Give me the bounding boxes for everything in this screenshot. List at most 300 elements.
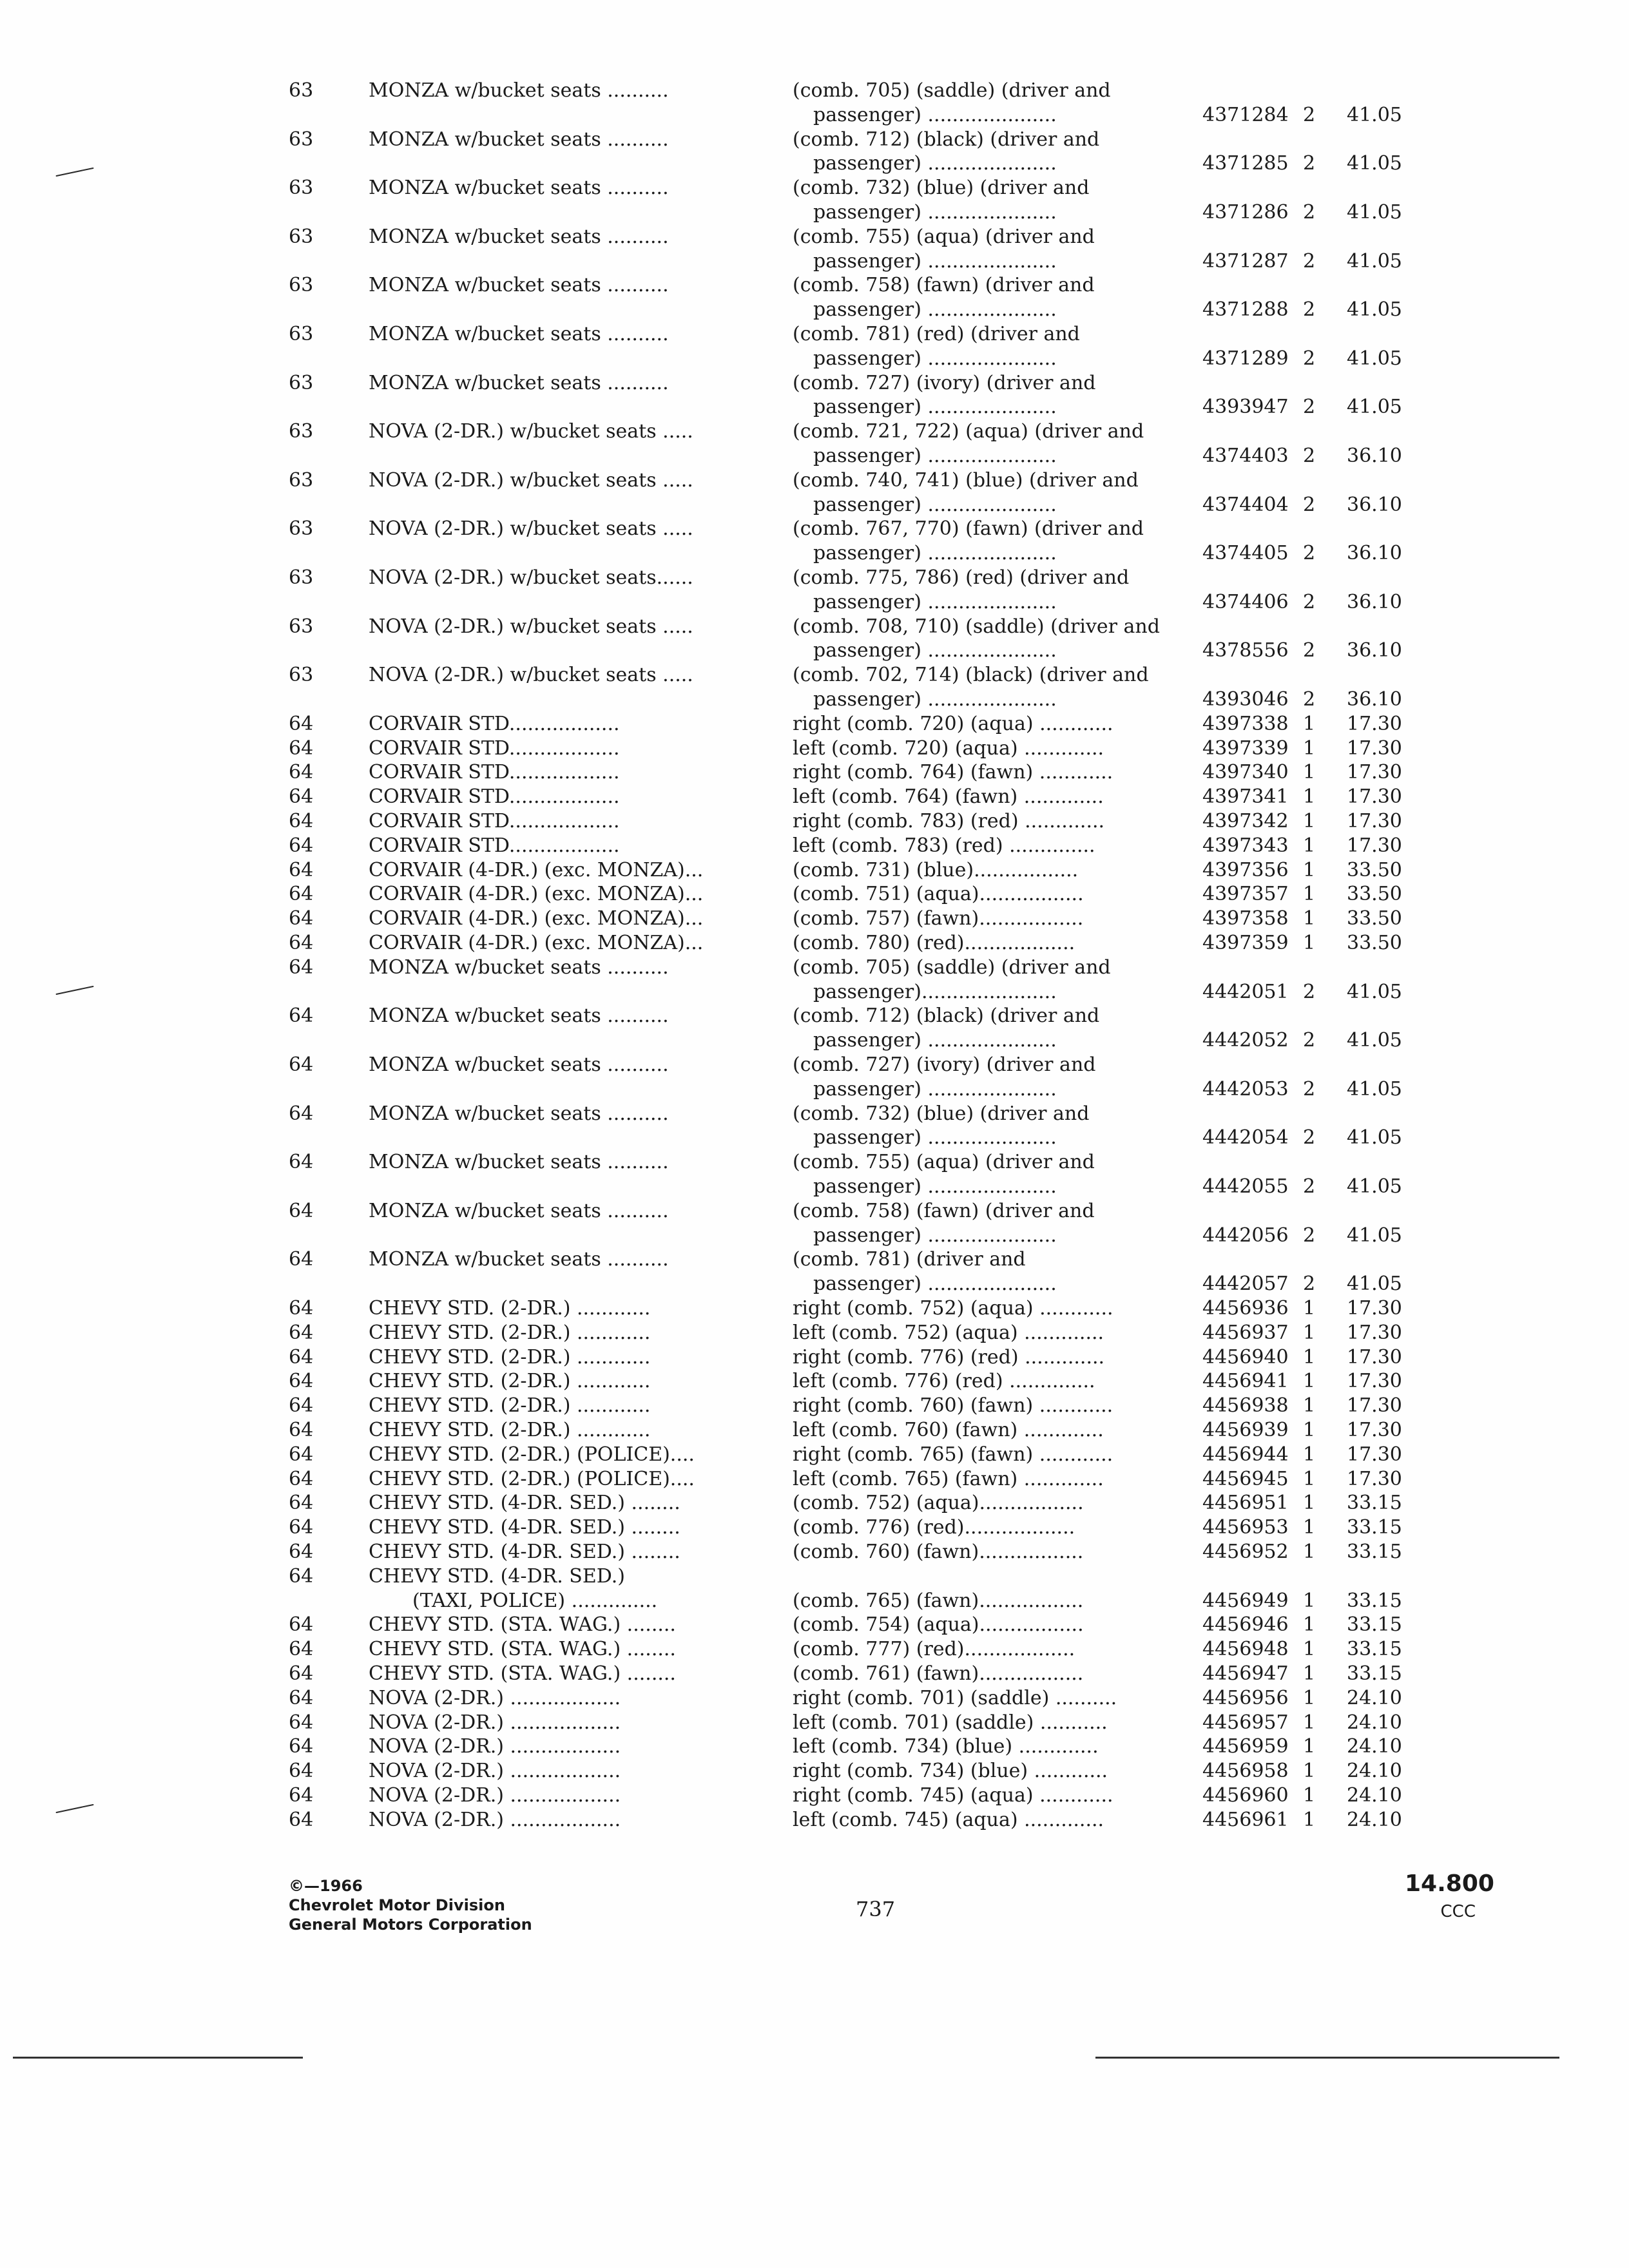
model-year: 64 (289, 1151, 314, 1174)
price: 36.10 (1347, 590, 1402, 613)
part-number: 4442054 (1202, 1126, 1289, 1149)
part-number: 4397342 (1202, 810, 1289, 832)
quantity: 1 (1303, 736, 1316, 760)
table-row (0, 1515, 1629, 1540)
model-year: 64 (289, 1808, 314, 1831)
table-row (0, 273, 1629, 322)
footer-section (1405, 1870, 1494, 1921)
price: 36.10 (1347, 687, 1402, 711)
price: 17.30 (1347, 1467, 1402, 1490)
quantity: 1 (1303, 1589, 1316, 1612)
table-row (0, 712, 1629, 736)
price: 41.05 (1347, 200, 1402, 224)
quantity: 1 (1303, 1686, 1316, 1709)
price: 41.05 (1347, 249, 1402, 273)
part-description: (comb. 751) (aqua)................. (793, 883, 1084, 906)
table-row (0, 468, 1629, 517)
table-row (0, 1467, 1629, 1492)
model-name: MONZA w/bucket seats .......... (369, 1102, 669, 1125)
part-description: (comb. 754) (aqua)................. (793, 1613, 1084, 1637)
model-name: MONZA w/bucket seats .......... (369, 956, 669, 979)
price: 33.50 (1347, 883, 1402, 906)
price: 41.05 (1347, 298, 1402, 322)
quantity: 1 (1303, 1760, 1316, 1783)
table-row (0, 1686, 1629, 1711)
part-description: (comb. 705) (saddle) (driver and (793, 79, 1111, 102)
model-year: 64 (289, 883, 314, 906)
part-description: (comb. 712) (black) (driver and (793, 1004, 1100, 1028)
quantity: 1 (1303, 785, 1316, 809)
model-year: 64 (289, 1248, 314, 1271)
model-year: 63 (289, 323, 314, 345)
part-number: 4397341 (1202, 785, 1289, 809)
quantity: 1 (1303, 907, 1316, 930)
model-year: 63 (289, 615, 314, 638)
part-number: 4456946 (1202, 1613, 1289, 1637)
part-description: (comb. 755) (aqua) (driver and (793, 225, 1095, 248)
price: 17.30 (1347, 1345, 1402, 1369)
quantity: 1 (1303, 834, 1316, 857)
price: 17.30 (1347, 761, 1402, 784)
part-description: (comb. 732) (blue) (driver and (793, 1102, 1090, 1125)
quantity: 1 (1303, 1516, 1316, 1539)
model-year: 63 (289, 79, 314, 102)
part-description-cont: passenger) ..................... (813, 347, 1057, 370)
table-row (0, 1247, 1629, 1296)
model-year: 64 (289, 1443, 314, 1466)
part-description: (comb. 761) (fawn)................. (793, 1662, 1084, 1685)
model-year: 64 (289, 1345, 314, 1369)
model-name: CHEVY STD. (4-DR. SED.) (369, 1564, 625, 1588)
part-number: 4397356 (1202, 858, 1289, 881)
model-name: MONZA w/bucket seats .......... (369, 1053, 669, 1076)
price: 41.05 (1347, 103, 1402, 126)
model-year: 64 (289, 834, 314, 857)
model-name: MONZA w/bucket seats .......... (369, 1004, 669, 1028)
part-description-cont: passenger)...................... (813, 980, 1057, 1003)
part-number: 4397358 (1202, 907, 1289, 930)
part-number: 4456952 (1202, 1541, 1289, 1563)
model-year: 63 (289, 128, 314, 151)
price: 33.15 (1347, 1492, 1402, 1515)
part-description: (comb. 732) (blue) (driver and (793, 177, 1090, 200)
table-row (0, 1759, 1629, 1783)
part-description: left (comb. 776) (red) .............. (793, 1370, 1095, 1393)
part-number: 4456961 (1202, 1808, 1289, 1831)
table-row (0, 1637, 1629, 1662)
table-row (0, 128, 1629, 177)
model-name: CHEVY STD. (STA. WAG.) ........ (369, 1662, 676, 1685)
model-year: 64 (289, 1102, 314, 1125)
price: 24.10 (1347, 1760, 1402, 1783)
part-description: (comb. 731) (blue)................. (793, 858, 1079, 881)
part-description: (comb. 760) (fawn)................. (793, 1541, 1084, 1563)
part-description: (comb. 712) (black) (driver and (793, 128, 1100, 151)
table-row (0, 1296, 1629, 1321)
model-year: 64 (289, 956, 314, 979)
part-number: 4456947 (1202, 1662, 1289, 1685)
part-description-cont: passenger) ..................... (813, 152, 1057, 175)
part-number: 4371285 (1202, 152, 1289, 175)
price: 24.10 (1347, 1808, 1402, 1831)
part-number: 4397338 (1202, 712, 1289, 735)
part-number: 4456960 (1202, 1784, 1289, 1807)
model-year: 63 (289, 274, 314, 297)
model-name: CHEVY STD. (4-DR. SED.) ........ (369, 1516, 680, 1539)
part-number: 4371288 (1202, 298, 1289, 322)
table-row (0, 79, 1629, 128)
model-name: NOVA (2-DR.) .................. (369, 1735, 621, 1758)
model-year: 64 (289, 761, 314, 784)
price: 33.15 (1347, 1541, 1402, 1563)
part-number: 4456940 (1202, 1345, 1289, 1369)
part-number: 4442051 (1202, 980, 1289, 1003)
price: 17.30 (1347, 834, 1402, 857)
model-name: CHEVY STD. (2-DR.) ............ (369, 1419, 651, 1441)
price: 41.05 (1347, 347, 1402, 370)
quantity: 1 (1303, 932, 1316, 954)
part-description: right (comb. 776) (red) ............. (793, 1345, 1105, 1369)
part-description: (comb. 777) (red).................. (793, 1638, 1075, 1661)
model-year: 64 (289, 1711, 314, 1734)
model-name: CHEVY STD. (2-DR.) (POLICE).... (369, 1467, 695, 1490)
table-row (0, 225, 1629, 274)
quantity: 1 (1303, 1735, 1316, 1758)
part-number: 4397339 (1202, 736, 1289, 760)
part-number: 4371286 (1202, 200, 1289, 224)
table-row (0, 1102, 1629, 1151)
model-year: 63 (289, 566, 314, 589)
table-row (0, 1443, 1629, 1467)
part-number: 4442055 (1202, 1175, 1289, 1198)
table-row (0, 882, 1629, 907)
quantity: 2 (1303, 249, 1316, 273)
part-description: left (comb. 765) (fawn) ............. (793, 1467, 1104, 1490)
quantity: 1 (1303, 1541, 1316, 1563)
part-number: 4374405 (1202, 542, 1289, 565)
price: 36.10 (1347, 444, 1402, 467)
table-row (0, 1808, 1629, 1832)
part-description: left (comb. 745) (aqua) ............. (793, 1808, 1104, 1831)
quantity: 1 (1303, 712, 1316, 735)
part-number: 4456938 (1202, 1394, 1289, 1418)
model-year: 63 (289, 420, 314, 443)
part-number: 4456957 (1202, 1711, 1289, 1734)
bottom-rule-right (1095, 2057, 1559, 2059)
model-year: 64 (289, 1541, 314, 1563)
model-name: NOVA (2-DR.) .................. (369, 1784, 621, 1807)
model-year: 63 (289, 371, 314, 394)
part-number: 4393046 (1202, 687, 1289, 711)
part-number: 4456949 (1202, 1589, 1289, 1612)
corporation-name: General Motors Corporation (289, 1916, 532, 1934)
price: 33.15 (1347, 1516, 1402, 1539)
model-year: 64 (289, 1394, 314, 1418)
part-description: (comb. 727) (ivory) (driver and (793, 1053, 1096, 1076)
part-description: (comb. 755) (aqua) (driver and (793, 1151, 1095, 1174)
model-name: NOVA (2-DR.) .................. (369, 1686, 621, 1709)
part-number: 4456958 (1202, 1760, 1289, 1783)
part-description: left (comb. 783) (red) .............. (793, 834, 1095, 857)
price: 17.30 (1347, 1370, 1402, 1393)
model-name: MONZA w/bucket seats .......... (369, 177, 669, 200)
part-number: 4456937 (1202, 1321, 1289, 1344)
price: 41.05 (1347, 396, 1402, 419)
quantity: 1 (1303, 1467, 1316, 1490)
model-name: CHEVY STD. (2-DR.) ............ (369, 1321, 651, 1344)
part-number: 4442053 (1202, 1077, 1289, 1100)
table-row (0, 419, 1629, 468)
model-year: 64 (289, 1419, 314, 1441)
part-number: 4397359 (1202, 932, 1289, 954)
model-year: 64 (289, 932, 314, 954)
price: 41.05 (1347, 1224, 1402, 1247)
price: 33.50 (1347, 858, 1402, 881)
model-name: MONZA w/bucket seats .......... (369, 79, 669, 102)
table-row (0, 931, 1629, 956)
table-row (0, 566, 1629, 615)
quantity: 1 (1303, 1297, 1316, 1320)
part-number: 4397343 (1202, 834, 1289, 857)
quantity: 1 (1303, 1419, 1316, 1441)
part-description: (comb. 740, 741) (blue) (driver and (793, 468, 1139, 492)
part-number: 4456953 (1202, 1516, 1289, 1539)
part-description-cont: passenger) ..................... (813, 200, 1057, 224)
table-row (0, 1053, 1629, 1102)
model-name: CHEVY STD. (STA. WAG.) ........ (369, 1613, 676, 1637)
price: 33.15 (1347, 1613, 1402, 1637)
section-number: 14.800 (1405, 1870, 1494, 1897)
part-description: left (comb. 764) (fawn) ............. (793, 785, 1104, 809)
part-description-cont: passenger) ..................... (813, 298, 1057, 322)
quantity: 2 (1303, 298, 1316, 322)
quantity: 1 (1303, 761, 1316, 784)
price: 41.05 (1347, 1126, 1402, 1149)
price: 41.05 (1347, 1029, 1402, 1052)
price: 41.05 (1347, 1273, 1402, 1296)
table-row (0, 1662, 1629, 1686)
bottom-rule-left (13, 2057, 303, 2059)
price: 17.30 (1347, 1321, 1402, 1344)
price: 41.05 (1347, 1077, 1402, 1100)
quantity: 2 (1303, 152, 1316, 175)
model-year: 64 (289, 1053, 314, 1076)
quantity: 1 (1303, 1638, 1316, 1661)
quantity: 1 (1303, 1662, 1316, 1685)
table-row (0, 1394, 1629, 1418)
part-description: right (comb. 783) (red) ............. (793, 810, 1105, 832)
quantity: 2 (1303, 347, 1316, 370)
part-number: 4393947 (1202, 396, 1289, 419)
table-row (0, 1345, 1629, 1370)
part-description-cont: passenger) ..................... (813, 249, 1057, 273)
model-name: NOVA (2-DR.) w/bucket seats ..... (369, 468, 693, 492)
model-year: 64 (289, 1467, 314, 1490)
model-year: 64 (289, 1735, 314, 1758)
model-name: MONZA w/bucket seats .......... (369, 371, 669, 394)
model-name: CORVAIR STD.................. (369, 736, 620, 760)
part-description-cont: passenger) ..................... (813, 396, 1057, 419)
price: 24.10 (1347, 1735, 1402, 1758)
model-name: CORVAIR STD.................. (369, 761, 620, 784)
quantity: 2 (1303, 1273, 1316, 1296)
model-name: CORVAIR STD.................. (369, 785, 620, 809)
model-year: 64 (289, 1686, 314, 1709)
model-year: 64 (289, 1492, 314, 1515)
model-name: CORVAIR (4-DR.) (exc. MONZA)... (369, 883, 704, 906)
part-number: 4442057 (1202, 1273, 1289, 1296)
quantity: 2 (1303, 103, 1316, 126)
model-name: CHEVY STD. (2-DR.) ............ (369, 1370, 651, 1393)
price: 17.30 (1347, 712, 1402, 735)
table-row (0, 1004, 1629, 1053)
part-description: left (comb. 720) (aqua) ............. (793, 736, 1104, 760)
table-row (0, 1369, 1629, 1394)
price: 17.30 (1347, 1443, 1402, 1466)
table-row (0, 517, 1629, 566)
part-description: left (comb. 701) (saddle) ........... (793, 1711, 1108, 1734)
quantity: 1 (1303, 1613, 1316, 1637)
part-description-cont: passenger) ..................... (813, 687, 1057, 711)
part-number: 4397340 (1202, 761, 1289, 784)
part-description-cont: passenger) ..................... (813, 542, 1057, 565)
part-number: 4378556 (1202, 639, 1289, 662)
quantity: 2 (1303, 1175, 1316, 1198)
part-number: 4456936 (1202, 1297, 1289, 1320)
quantity: 2 (1303, 542, 1316, 565)
part-description-cont: passenger) ..................... (813, 444, 1057, 467)
part-description: (comb. 757) (fawn)................. (793, 907, 1084, 930)
part-description: (comb. 708, 710) (saddle) (driver and (793, 615, 1160, 638)
model-year: 64 (289, 712, 314, 735)
model-name: MONZA w/bucket seats .......... (369, 1248, 669, 1271)
model-year: 64 (289, 1662, 314, 1685)
copyright: ©—1966 (289, 1877, 363, 1895)
price: 17.30 (1347, 1394, 1402, 1418)
part-description: (comb. 758) (fawn) (driver and (793, 1199, 1095, 1222)
model-name: NOVA (2-DR.) .................. (369, 1711, 621, 1734)
model-year: 64 (289, 1297, 314, 1320)
table-row (0, 736, 1629, 761)
part-description: left (comb. 760) (fawn) ............. (793, 1419, 1104, 1441)
table-row (0, 785, 1629, 809)
price: 24.10 (1347, 1686, 1402, 1709)
part-description: left (comb. 734) (blue) ............. (793, 1735, 1099, 1758)
part-number: 4456944 (1202, 1443, 1289, 1466)
price: 17.30 (1347, 1297, 1402, 1320)
model-year: 64 (289, 1321, 314, 1344)
part-description-cont: passenger) ..................... (813, 493, 1057, 516)
part-number: 4371287 (1202, 249, 1289, 273)
model-year: 64 (289, 1370, 314, 1393)
price: 17.30 (1347, 785, 1402, 809)
model-year: 64 (289, 858, 314, 881)
part-description: (comb. 775, 786) (red) (driver and (793, 566, 1130, 589)
part-number: 4397357 (1202, 883, 1289, 906)
table-row (0, 1150, 1629, 1199)
model-year: 64 (289, 810, 314, 832)
part-number: 4456956 (1202, 1686, 1289, 1709)
model-year: 64 (289, 1784, 314, 1807)
model-year: 64 (289, 1760, 314, 1783)
section-code: CCC (1440, 1902, 1476, 1921)
part-description: left (comb. 752) (aqua) ............. (793, 1321, 1104, 1344)
part-description: right (comb. 745) (aqua) ............ (793, 1784, 1113, 1807)
part-description: right (comb. 752) (aqua) ............ (793, 1297, 1113, 1320)
part-description: (comb. 776) (red).................. (793, 1516, 1075, 1539)
quantity: 2 (1303, 396, 1316, 419)
model-year: 63 (289, 177, 314, 200)
model-name: CORVAIR STD.................. (369, 810, 620, 832)
model-year: 63 (289, 517, 314, 541)
model-name: CORVAIR (4-DR.) (exc. MONZA)... (369, 932, 704, 954)
model-name: CORVAIR (4-DR.) (exc. MONZA)... (369, 858, 704, 881)
part-description-cont: passenger) ..................... (813, 103, 1057, 126)
part-description: (comb. 765) (fawn)................. (793, 1589, 1084, 1612)
part-description: (comb. 758) (fawn) (driver and (793, 274, 1095, 297)
part-number: 4371289 (1202, 347, 1289, 370)
model-name: NOVA (2-DR.) .................. (369, 1808, 621, 1831)
table-row (0, 907, 1629, 931)
model-name: NOVA (2-DR.) w/bucket seats ..... (369, 664, 693, 687)
quantity: 1 (1303, 810, 1316, 832)
part-number: 4374406 (1202, 590, 1289, 613)
part-description: (comb. 702, 714) (black) (driver and (793, 664, 1149, 687)
model-name: NOVA (2-DR.) w/bucket seats ..... (369, 517, 693, 541)
part-description-cont: passenger) ..................... (813, 1029, 1057, 1052)
part-description: (comb. 780) (red).................. (793, 932, 1075, 954)
quantity: 1 (1303, 1394, 1316, 1418)
model-name: CHEVY STD. (4-DR. SED.) ........ (369, 1492, 680, 1515)
model-year: 64 (289, 1638, 314, 1661)
part-description: (comb. 721, 722) (aqua) (driver and (793, 420, 1144, 443)
table-row (0, 858, 1629, 883)
model-name: MONZA w/bucket seats .......... (369, 1199, 669, 1222)
quantity: 1 (1303, 1492, 1316, 1515)
part-number: 4442056 (1202, 1224, 1289, 1247)
quantity: 2 (1303, 639, 1316, 662)
model-name: MONZA w/bucket seats .......... (369, 128, 669, 151)
quantity: 2 (1303, 687, 1316, 711)
model-year: 64 (289, 1004, 314, 1028)
quantity: 1 (1303, 858, 1316, 881)
model-name: CORVAIR STD.................. (369, 834, 620, 857)
table-row (0, 1783, 1629, 1808)
price: 17.30 (1347, 810, 1402, 832)
table-row (0, 1418, 1629, 1443)
part-description: right (comb. 701) (saddle) .......... (793, 1686, 1117, 1709)
part-number: 4456941 (1202, 1370, 1289, 1393)
price: 33.15 (1347, 1638, 1402, 1661)
part-number: 4456939 (1202, 1419, 1289, 1441)
model-name: NOVA (2-DR.) w/bucket seats...... (369, 566, 693, 589)
part-number: 4456959 (1202, 1735, 1289, 1758)
part-description: (comb. 705) (saddle) (driver and (793, 956, 1111, 979)
quantity: 1 (1303, 883, 1316, 906)
part-description: right (comb. 760) (fawn) ............ (793, 1394, 1113, 1418)
model-year: 63 (289, 664, 314, 687)
model-year: 64 (289, 1564, 314, 1588)
price: 41.05 (1347, 152, 1402, 175)
model-name: CHEVY STD. (2-DR.) (POLICE).... (369, 1443, 695, 1466)
part-number: 4456951 (1202, 1492, 1289, 1515)
table-row (0, 1321, 1629, 1345)
part-description: right (comb. 764) (fawn) ............ (793, 761, 1113, 784)
price: 36.10 (1347, 542, 1402, 565)
model-name: CHEVY STD. (2-DR.) ............ (369, 1297, 651, 1320)
model-name: NOVA (2-DR.) .................. (369, 1760, 621, 1783)
footer-publisher (289, 1876, 532, 1934)
